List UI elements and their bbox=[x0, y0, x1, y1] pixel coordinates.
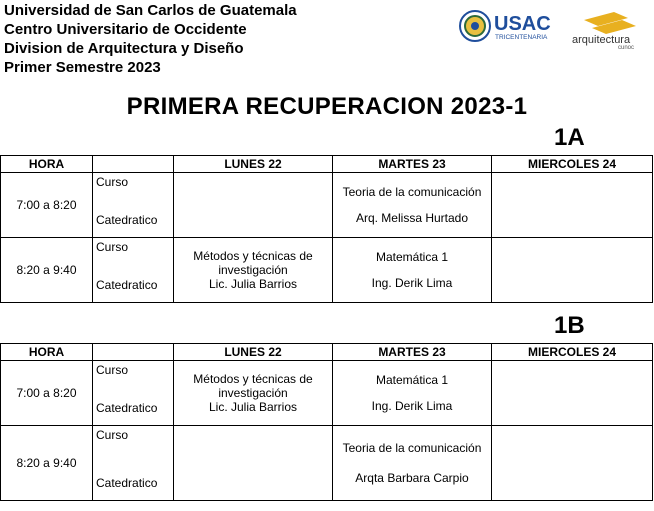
course-name: Métodos y técnicas de investigación bbox=[193, 249, 313, 277]
teacher-name: Arqta Barbara Carpio bbox=[355, 471, 469, 485]
time-slot: 7:00 a 8:20 bbox=[1, 361, 93, 426]
usac-logo bbox=[458, 8, 558, 44]
teacher-name: Ing. Derik Lima bbox=[371, 276, 453, 290]
course-name: Matemática 1 bbox=[375, 250, 449, 264]
university-name: Universidad de San Carlos de Guatemala bbox=[4, 2, 297, 19]
col-header-lunes: LUNES 22 bbox=[174, 156, 333, 173]
arquitectura-logo bbox=[570, 10, 646, 50]
institution-header bbox=[4, 1, 297, 77]
row-labels bbox=[93, 361, 174, 426]
col-header-martes: MARTES 23 bbox=[333, 156, 492, 173]
cell-lunes bbox=[174, 361, 333, 426]
table-row bbox=[1, 426, 653, 501]
schedule-table-1a bbox=[0, 155, 653, 303]
cell-miercoles bbox=[492, 173, 653, 238]
cell-lunes bbox=[174, 426, 333, 501]
table-row bbox=[1, 361, 653, 426]
curso-label: Curso bbox=[96, 363, 129, 377]
catedratico-label: Catedratico bbox=[96, 401, 158, 415]
col-header-blank bbox=[93, 344, 174, 361]
cell-martes bbox=[333, 173, 492, 238]
curso-label: Curso bbox=[96, 428, 129, 442]
usac-logo-subtext: TRICENTENARIA bbox=[495, 34, 548, 41]
catedratico-label: Catedratico bbox=[96, 213, 158, 227]
center-name: Centro Universitario de Occidente bbox=[4, 21, 247, 38]
division-name: Division de Arquitectura y Diseño bbox=[4, 40, 244, 57]
col-header-hora: HORA bbox=[1, 156, 93, 173]
page-title: PRIMERA RECUPERACION 2023-1 bbox=[126, 93, 528, 120]
table-row bbox=[1, 173, 653, 238]
usac-logo-text: USAC bbox=[494, 13, 551, 35]
arq-logo-text: arquitectura bbox=[572, 34, 631, 46]
catedratico-label: Catedratico bbox=[96, 476, 158, 490]
curso-label: Curso bbox=[96, 240, 129, 254]
row-labels bbox=[93, 238, 174, 303]
table-header-row bbox=[1, 156, 653, 173]
teacher-name: Lic. Julia Barrios bbox=[208, 400, 298, 414]
schedule-table-1b bbox=[0, 343, 653, 501]
curso-label: Curso bbox=[96, 175, 129, 189]
teacher-name: Ing. Derik Lima bbox=[371, 399, 453, 413]
teacher-name: Arq. Melissa Hurtado bbox=[355, 211, 469, 225]
time-slot: 8:20 a 9:40 bbox=[1, 238, 93, 303]
col-header-hora: HORA bbox=[1, 344, 93, 361]
section-label-1b: 1B bbox=[554, 312, 585, 339]
col-header-lunes: LUNES 22 bbox=[174, 344, 333, 361]
course-name: Teoria de la comunicación bbox=[342, 441, 482, 455]
row-labels bbox=[93, 426, 174, 501]
semester-name: Primer Semestre 2023 bbox=[4, 59, 161, 76]
course-name: Métodos y técnicas de investigación bbox=[193, 372, 313, 400]
cell-martes bbox=[333, 361, 492, 426]
catedratico-label: Catedratico bbox=[96, 278, 158, 292]
cell-miercoles bbox=[492, 426, 653, 501]
col-header-blank bbox=[93, 156, 174, 173]
col-header-martes: MARTES 23 bbox=[333, 344, 492, 361]
cell-martes bbox=[333, 426, 492, 501]
cell-miercoles bbox=[492, 361, 653, 426]
col-header-miercoles: MIERCOLES 24 bbox=[492, 156, 653, 173]
teacher-name: Lic. Julia Barrios bbox=[208, 277, 298, 291]
cell-martes bbox=[333, 238, 492, 303]
cell-lunes bbox=[174, 173, 333, 238]
section-label-1a: 1A bbox=[554, 124, 585, 151]
course-name: Teoria de la comunicación bbox=[342, 185, 482, 199]
time-slot: 7:00 a 8:20 bbox=[1, 173, 93, 238]
cell-miercoles bbox=[492, 238, 653, 303]
time-slot: 8:20 a 9:40 bbox=[1, 426, 93, 501]
cell-lunes bbox=[174, 238, 333, 303]
arq-logo-subtext: cunoc bbox=[618, 45, 635, 50]
table-header-row bbox=[1, 344, 653, 361]
table-row bbox=[1, 238, 653, 303]
row-labels bbox=[93, 173, 174, 238]
course-name: Matemática 1 bbox=[375, 373, 449, 387]
col-header-miercoles: MIERCOLES 24 bbox=[492, 344, 653, 361]
